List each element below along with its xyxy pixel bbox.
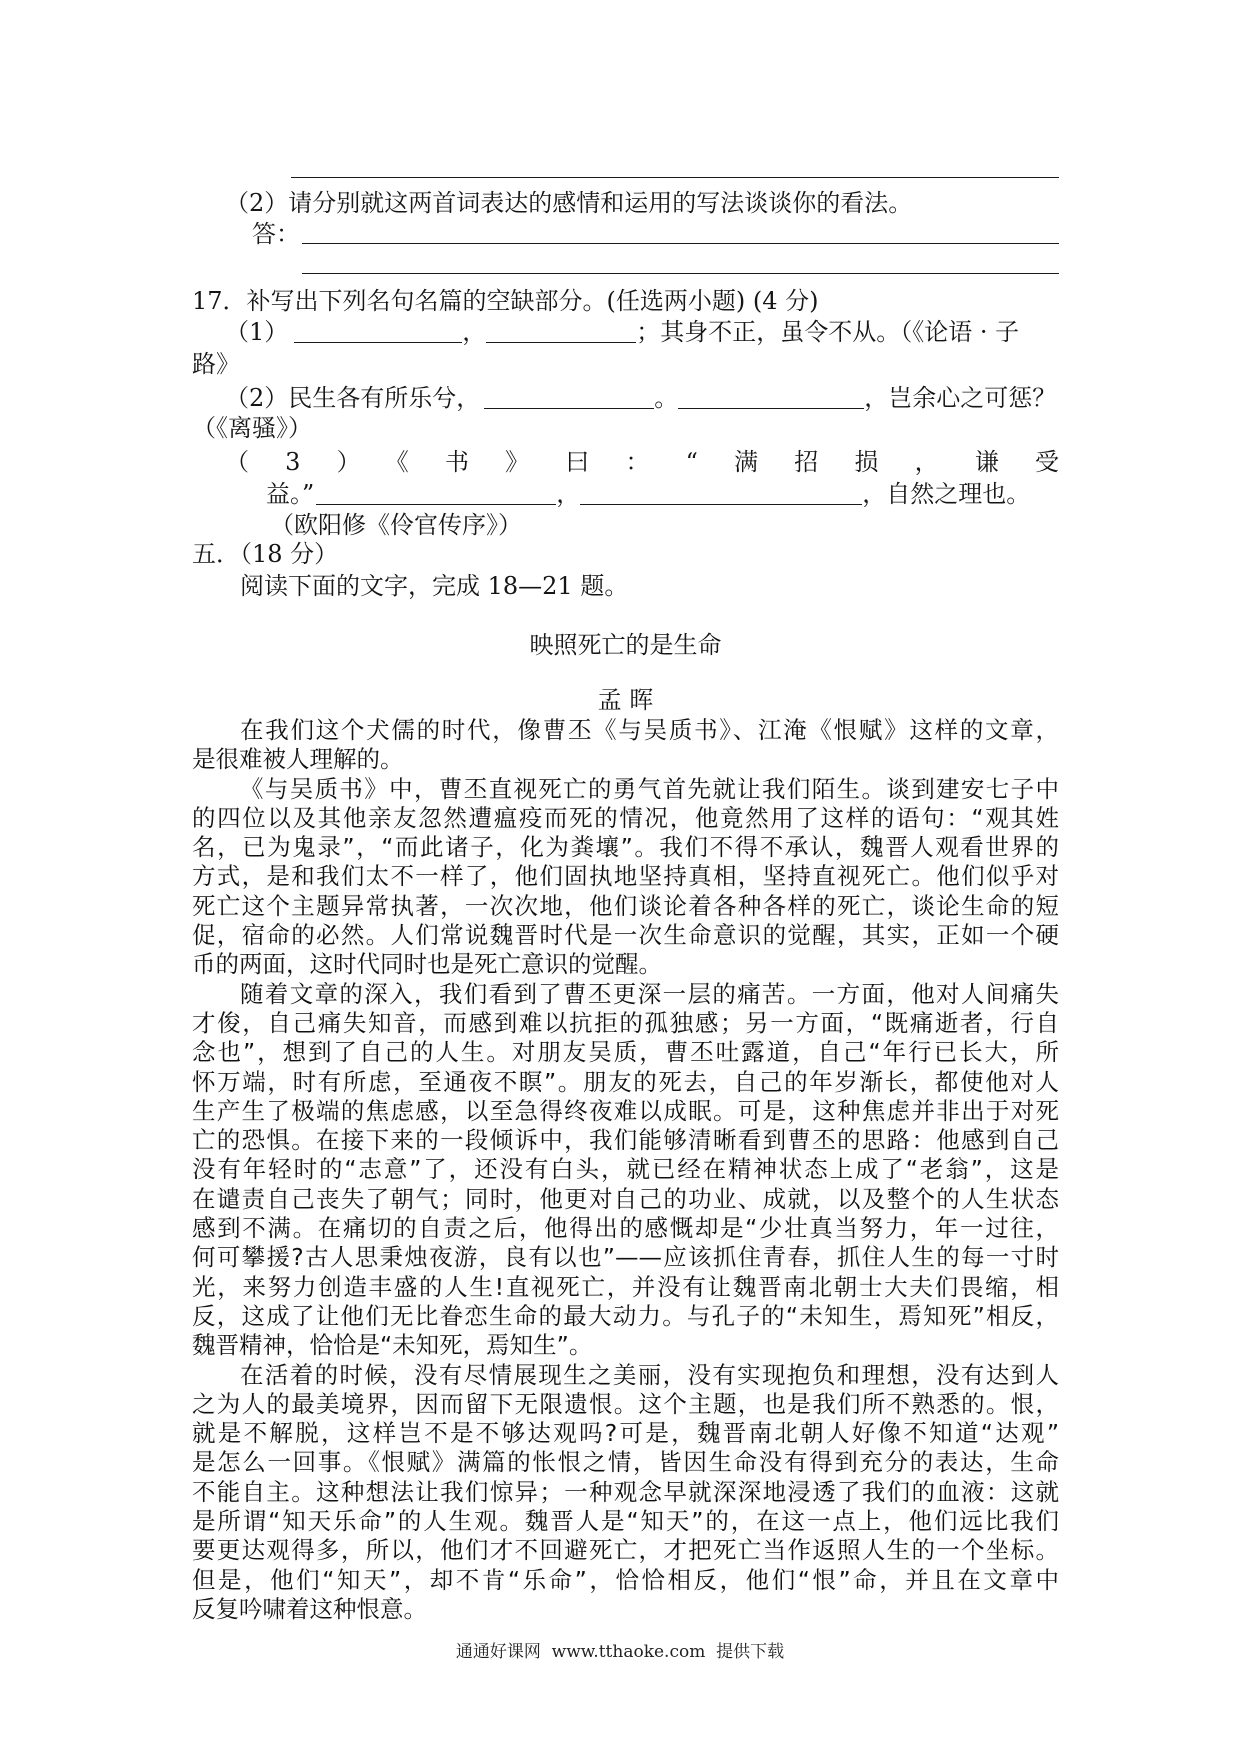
article-paragraph	[192, 980, 1059, 1361]
paragraph-line: 感到不满。在痛切的自责之后，他得出的感慨却是“少壮真当努力，年一过往，	[192, 1214, 1059, 1243]
answer-blank	[294, 317, 462, 343]
article-paragraph	[192, 1361, 1059, 1625]
item-head: 益。”	[266, 480, 315, 508]
item-tail: ，岂余心之可惩？	[864, 384, 1057, 412]
page-footer: 通通好课网 www.tthaoke.com 提供下载	[455, 1642, 785, 1662]
paragraph-line: 方式，是和我们太不一样了，他们固执地坚持真相，坚持直视死亡。他们似乎对	[192, 862, 1059, 891]
question-prompt: （2）请分别就这两首词表达的感情和运用的写法谈谈你的看法。	[225, 189, 913, 217]
section-heading: 五．（18 分）	[192, 540, 339, 568]
paragraph-line: 促，宿命的必然。人们常说魏晋时代是一次生命意识的觉醒，其实，正如一个硬	[192, 921, 1059, 950]
question-17-item-3-line-2	[266, 479, 1059, 509]
paragraph-line: 《与吴质书》中，曹丕直视死亡的勇气首先就让我们陌生。谈到建安七子中	[240, 774, 1059, 803]
question-17-heading: 17．补写出下列名句名篇的空缺部分。(任选两小题) (4 分)	[192, 287, 819, 315]
paragraph-line: 念也”，想到了自己的人生。对朋友吴质，曹丕吐露道，自己“年行已长大，所	[192, 1038, 1059, 1067]
paragraph-line: 币的两面，这时代同时也是死亡意识的觉醒。	[192, 950, 662, 979]
paragraph-line: 反复吟啸着这种恨意。	[192, 1594, 427, 1623]
paragraph-line: 随着文章的深入，我们看到了曹丕更深一层的痛苦。一方面，他对人间痛失	[240, 979, 1059, 1008]
item-head: （2）民生各有所乐兮，	[225, 384, 481, 412]
answer-rule	[302, 273, 1059, 274]
answer-label: 答：	[252, 220, 300, 248]
item-separator: 。	[654, 384, 679, 412]
paragraph-line: 是所谓“知天乐命”的人生观。魏晋人是“知天”的，在这一点上，他们远比我们	[192, 1507, 1059, 1536]
item-tail-continued: 路》	[192, 350, 240, 378]
section-instruction: 阅读下面的文字，完成 18—21 题。	[240, 572, 629, 600]
paragraph-line: 但是，他们“知天”，却不肯“乐命”，恰恰相反，他们“恨”命，并且在文章中	[192, 1565, 1059, 1594]
paragraph-line: 要更达观得多，所以，他们才不回避死亡，才把死亡当作返照人生的一个坐标。	[192, 1536, 1059, 1565]
paragraph-line: 在谴责自己丧失了朝气；同时，他更对自己的功业、成就，以及整个的人生状态	[192, 1184, 1059, 1213]
answer-blank	[486, 317, 636, 343]
paragraph-line: 在活着的时候，没有尽情展现生之美丽，没有实现抱负和理想，没有达到人	[240, 1360, 1059, 1389]
answer-blank	[316, 479, 556, 505]
paragraph-line: 之为人的最美境界，因而留下无限遗恨。这个主题，也是我们所不熟悉的。恨，	[192, 1389, 1059, 1418]
paragraph-line: 死亡这个主题异常执著，一次次地，他们谈论着各种各样的死亡，谈论生命的短	[192, 891, 1059, 920]
article-title: 映照死亡的是生命	[529, 631, 722, 659]
paragraph-line: 在我们这个犬儒的时代，像曹丕《与吴质书》、江淹《恨赋》这样的文章，	[240, 716, 1059, 744]
paragraph-line: 就是不解脱，这样岂不是不够达观吗?可是，魏晋南北朝人好像不知道“达观”	[192, 1419, 1059, 1448]
item-source: （欧阳修《伶官传序》）	[270, 511, 522, 539]
item-source: （《离骚》）	[192, 414, 312, 442]
paragraph-line: 光，来努力创造丰盛的人生!直视死亡，并没有让魏晋南北朝士大夫们畏缩，相	[192, 1272, 1059, 1301]
paragraph-line: 名，已为鬼录”，“而此诸子，化为粪壤”。我们不得不承认，魏晋人观看世界的	[192, 833, 1059, 862]
paragraph-line: 的四位以及其他亲友忽然遭瘟疫而死的情况，他竟然用了这样的语句：“观其姓	[192, 803, 1059, 832]
paragraph-line: 是很难被人理解的。	[192, 745, 404, 774]
answer-rule	[291, 177, 1059, 178]
question-17-item-2	[225, 383, 1059, 413]
paragraph-line: 亡的恐惧。在接下来的一段倾诉中，我们能够清晰看到曹丕的思路：他感到自己	[192, 1126, 1059, 1155]
paragraph-line: 魏晋精神，恰恰是“未知死，焉知生”。	[192, 1331, 593, 1360]
paragraph-line: 没有年轻时的“志意”了，还没有白头，就已经在精神状态上成了“老翁”，这是	[192, 1155, 1059, 1184]
item-tail: ，自然之理也。	[862, 480, 1031, 508]
article-body	[192, 716, 1059, 1624]
item-separator: ，	[462, 318, 487, 346]
article-author: 孟 晖	[597, 686, 654, 714]
item-label: （1）	[225, 318, 289, 346]
article-paragraph	[192, 775, 1059, 980]
paragraph-line: 才俊，自己痛失知音，而感到难以抗拒的孤独感；另一方面，“既痛逝者，行自	[192, 1008, 1059, 1037]
paragraph-line: 反，这成了让他们无比眷恋生命的最大动力。与孔子的“未知生，焉知死”相反，	[192, 1301, 1059, 1330]
paragraph-line: 不能自主。这种想法让我们惊异；一种观念早就深深地浸透了我们的血液：这就	[192, 1477, 1059, 1506]
paragraph-line: 怀万端，时有所虑，至通夜不瞑”。朋友的死去，自己的年岁渐长，都使他对人	[192, 1067, 1059, 1096]
question-17-item-1	[225, 317, 1059, 347]
question-17-item-3-line-1: （3）《书》曰：“满招损，谦受	[225, 448, 1059, 476]
item-tail: ；其身不正，虽令不从。（《论语 · 子	[636, 318, 1020, 346]
answer-blank	[580, 479, 862, 505]
answer-blank	[678, 383, 864, 409]
answer-blank	[484, 383, 654, 409]
item-separator: ，	[556, 480, 581, 508]
paragraph-line: 生产生了极端的焦虑感，以至急得终夜难以成眠。可是，这种焦虑并非出于对死	[192, 1096, 1059, 1125]
paragraph-line: 何可攀援?古人思秉烛夜游，良有以也”——应该抓住青春，抓住人生的每一寸时	[192, 1243, 1059, 1272]
answer-rule	[302, 243, 1059, 244]
article-paragraph	[192, 716, 1059, 775]
paragraph-line: 是怎么一回事。《恨赋》满篇的怅恨之情，皆因生命没有得到充分的表达，生命	[192, 1448, 1059, 1477]
